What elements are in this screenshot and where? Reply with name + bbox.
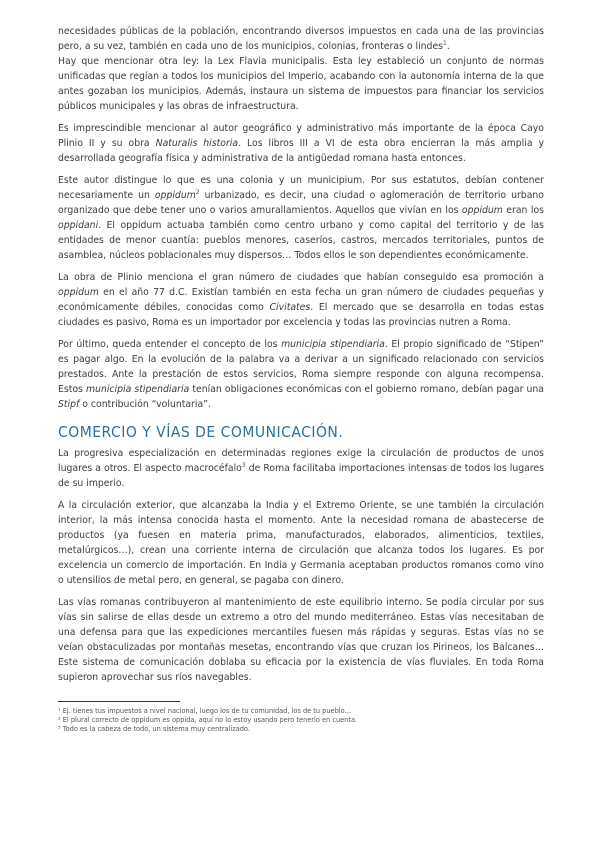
footnote-ref: 3	[241, 462, 246, 469]
footnote: ² El plural correcto de oppidum es oppida, aquí no lo estoy usando pero tenerlo en cuenta.	[58, 716, 358, 724]
paragraph: Las vías romanas contribuyeron al mantenimiento de este equilibrio interno. Se podía circular por sus vías sin salirse de ellas desde un extremo a otro del mundo mediterráneo. Estas vías necesitaban de una defensa para que las expediciones mercantiles fuesen más rápidas y seguras. Estas vías no se veían obstaculizadas por montañas mesetas, encontrando vías que cruzan los Pirineos, los Balcanes… Este sistema de comunicación doblaba su eficacia por la existencia de vías fluviales. En toda Roma supieron aprovechar sus ríos navegables.	[58, 597, 544, 683]
paragraph: Por último, queda entender el concepto de los municipia stipendiaria. El propio significado de “Stipen” es pagar algo. En la evolución de la palabra va a derivar a un significado relacionado con servicios prestados. Ante la prestación de estos servicios, Roma siempre responde con alguna recompensa. Estos municipia stipendiaria tenían obligaciones económicas con el gobierno romano, debían pagar una Stipf o contribución “voluntaria”.	[58, 339, 545, 410]
footnote: ¹ Ej. tienes tus impuestos a nivel nacional, luego los de tu comunidad, los de tu pueblo…	[58, 707, 352, 715]
document-page	[58, 24, 544, 734]
footnote: ³ Todo es la cabeza de todo, un sistema muy centralizado.	[58, 725, 250, 733]
paragraph: Este autor distingue lo que es una colonia y un municipium. Por sus estatutos, debían contener necesariamente un oppidum$^2$ urbanizado, es decir, una ciudad o aglomeración de territorio urbano organizado que debe tener uno o varios amurallamientos. Aquellos que vivían en los oppidum eran los oppidani. El oppidum actuaba también como centro urbano y como capital del territorio y de las entidades de menor cuantía: pueblos menores, caseríos, castros, mercados territoriales, puntos de asamblea, núcleos poblacionales muy dispersos… Todos ellos le son dependientes económicamente.	[58, 175, 544, 261]
paragraph: Es imprescindible mencionar al autor geográfico y administrativo más importante de la época Cayo Plinio II y su obra Naturalis historia. Los libros III a VI de esta obra encierran la más amplia y desarrollada geografía física y administrativa de la antigüedad romana hasta entonces.	[58, 123, 545, 164]
paragraph: Hay que mencionar otra ley: la Lex Flavia municipalis. Esta ley estableció un conjunto de normas unificadas que regían a todos los municipios del Imperio, acabando con la autonomía interna de la que antes gozaban los municipios. Además, instaura un sistema de impuestos para financiar los servicios públicos municipales y las obras de infraestructura.	[58, 56, 544, 112]
section-heading: COMERCIO Y VÍAS DE COMUNICACIÓN.	[58, 423, 344, 441]
footnote-ref: 1	[443, 40, 447, 47]
footnote-ref: 2	[195, 189, 200, 196]
footnote-divider	[58, 701, 180, 702]
paragraph: A la circulación exterior, que alcanzaba la India y el Extremo Oriente, se une también la circulación interior, la más intensa conocida hasta el momento. Ante la necesidad romana de abastecerse de productos (ya fuesen en materia prima, manufacturados, elaborados, alimenticios, textiles, metalúrgicos…), crean una corriente interna de circulación que alcanza todos los lugares. Es por excelencia un comercio de importación. En India y Germania aceptaban productos romanos como vino o utensilios de metal pero, en general, se pagaba con dinero.	[58, 500, 544, 586]
paragraph: La progresiva especialización en determinadas regiones exige la circulación de productos de unos lugares a otros. El aspecto macrocéfalo$^3$ de Roma facilitaba importaciones intensas de todos los lugares de su imperio.	[58, 448, 544, 489]
paragraph: necesidades públicas de la población, encontrando diversos impuestos en cada una de las provincias pero, a su vez, también en cada uno de los municipios, colonias, fronteras o lindes$^1$.	[58, 26, 544, 52]
paragraph: La obra de Plinio menciona el gran número de ciudades que habían conseguido esa promoción a oppidum en el año 77 d.C. Existían también en esta fecha un gran número de ciudades pequeñas y económicamente débiles, conocidas como Civitates. El mercado que se desarrolla en todas estas ciudades es pasivo, Roma es un importador por excelencia y todas las provincias nutren a Roma.	[58, 272, 544, 328]
